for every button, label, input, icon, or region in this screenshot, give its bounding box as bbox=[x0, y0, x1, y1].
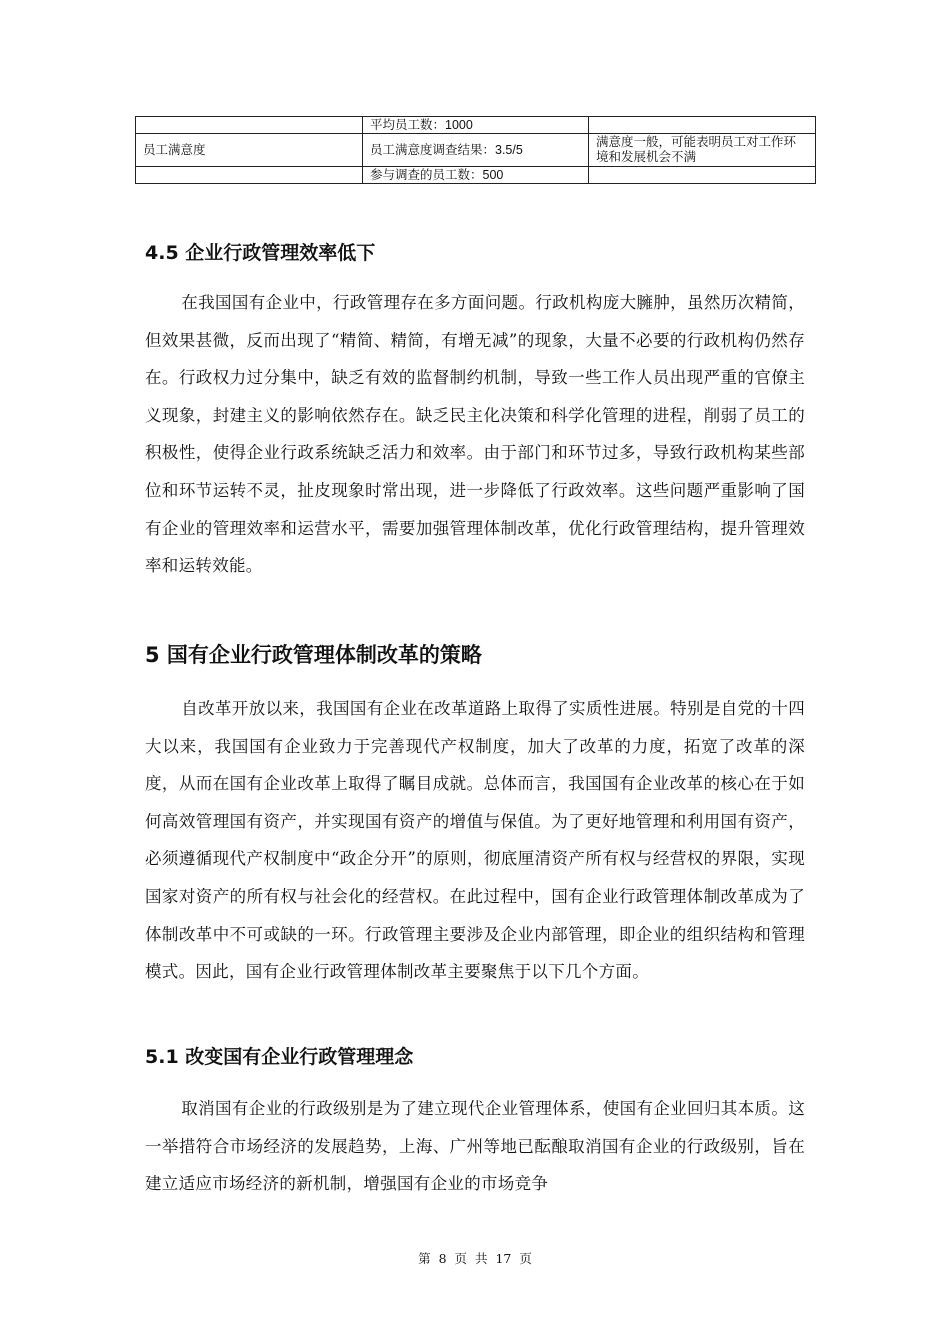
paragraph-5-1: 取消国有企业的行政级别是为了建立现代企业管理体系，使国有企业回归其本质。这一举措符合市场经济的发展趋势，上海、广州等地已酝酿取消国有企业的行政级别，旨在建立适应市场经济的新机制，增强国有企业的市场竞争 bbox=[145, 1099, 805, 1194]
table-cell bbox=[136, 167, 363, 184]
section-heading-4-5: 4.5 企业行政管理效率低下 bbox=[145, 242, 376, 264]
section-heading-5: 5 国有企业行政管理体制改革的策略 bbox=[145, 643, 482, 667]
data-table bbox=[135, 116, 816, 184]
section-heading-5-1: 5.1 改变国有企业行政管理理念 bbox=[145, 1046, 414, 1068]
table-cell bbox=[136, 117, 363, 134]
table-cell: 参与调查的员工数：500 bbox=[363, 167, 589, 184]
table-cell bbox=[589, 167, 816, 184]
table-cell: 员工满意度 bbox=[136, 134, 363, 167]
table-cell: 员工满意度调查结果：3.5/5 bbox=[363, 134, 589, 167]
paragraph-5: 自改革开放以来，我国国有企业在改革道路上取得了实质性进展。特别是自党的十四大以来，我国国有企业致力于完善现代产权制度，加大了改革的力度，拓宽了改革的深度，从而在国有企业改革上取得了瞩目成就。总体而言，我国国有企业改革的核心在于如何高效管理国有资产，并实现国有资产的增值与保值。为了更好地管理和利用国有资产，必须遵循现代产权制度中“政企分开”的原则，彻底厘清资产所有权与经营权的界限，实现国家对资产的所有权与社会化的经营权。在此过程中，国有企业行政管理体制改革成为了体制改革中不可或缺的一环。行政管理主要涉及企业内部管理，即企业的组织结构和管理模式。因此，国有企业行政管理体制改革主要聚焦于以下几个方面。 bbox=[145, 699, 805, 982]
page-footer: 第 8 页 共 17 页 bbox=[418, 1251, 532, 1266]
table-cell: 平均员工数：1000 bbox=[363, 117, 589, 134]
table-cell: 满意度一般，可能表明员工对工作环境和发展机会不满 bbox=[589, 134, 816, 167]
table-row bbox=[136, 117, 816, 134]
table-cell bbox=[589, 117, 816, 134]
table-row bbox=[136, 134, 816, 167]
paragraph-4-5: 在我国国有企业中，行政管理存在多方面问题。行政机构庞大臃肿，虽然历次精简，但效果甚微，反而出现了“精简、精简，有增无减”的现象，大量不必要的行政机构仍然存在。行政权力过分集中，缺乏有效的监督制约机制，导致一些工作人员出现严重的官僚主义现象，封建主义的影响依然存在。缺乏民主化决策和科学化管理的进程，削弱了员工的积极性，使得企业行政系统缺乏活力和效率。由于部门和环节过多，导致行政机构某些部位和环节运转不灵，扯皮现象时常出现，进一步降低了行政效率。这些问题严重影响了国有企业的管理效率和运营水平，需要加强管理体制改革，优化行政管理结构，提升管理效率和运转效能。 bbox=[145, 293, 805, 576]
table-row bbox=[136, 167, 816, 184]
